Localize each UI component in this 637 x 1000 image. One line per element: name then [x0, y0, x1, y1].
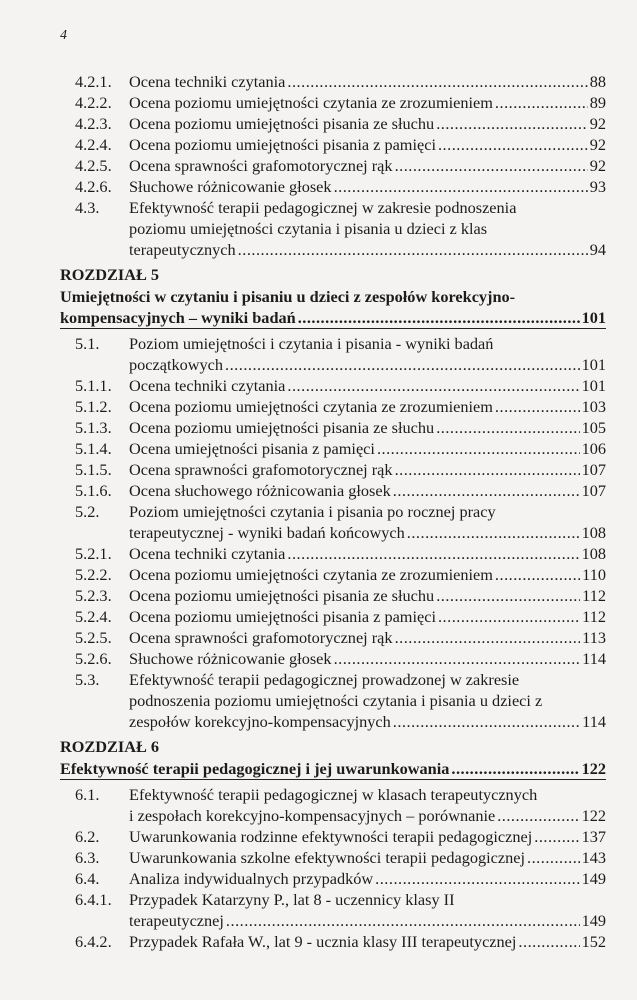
entry-body: [129, 176, 606, 197]
entry-title-text: i zespołach korekcyjno-kompensacyjnych – porównanie: [129, 806, 496, 825]
chapter-title-entry: [60, 286, 606, 329]
entry-number: 5.2.6.: [75, 649, 112, 668]
entry-body: [129, 333, 606, 375]
toc-entry: [60, 375, 606, 396]
entry-number: 5.2.4.: [75, 607, 112, 626]
entry-line: [129, 784, 606, 805]
dot-leader: [226, 910, 580, 931]
dot-leader: [393, 480, 580, 501]
entry-title-text: Ocena poziomu umiejętności pisania ze słuchu: [129, 418, 435, 437]
entry-title-text: Ocena sprawności grafomotorycznej rąk: [129, 628, 393, 647]
entry-title-text: Ocena sprawności grafomotorycznej rąk: [129, 460, 393, 479]
entry-title-text: Ocena poziomu umiejętności czytania ze zrozumieniem: [129, 93, 493, 112]
dot-leader: [497, 805, 579, 826]
toc-entry: [60, 176, 606, 197]
toc-entry: [60, 627, 606, 648]
entry-title-text: podnoszenia poziomu umiejętności czytania i pisania u dzieci z: [129, 691, 543, 710]
entry-title-text: początkowych: [129, 355, 224, 374]
entry-line: [129, 868, 606, 889]
entry-number: 4.2.1.: [75, 72, 112, 91]
entry-title-text: Umiejętności w czytaniu i pisaniu u dzieci z zespołów korekcyjno-: [60, 287, 516, 306]
toc-entry: [60, 438, 606, 459]
page-number: 4: [60, 28, 67, 43]
entry-line: [129, 543, 606, 564]
entry-body: [60, 758, 606, 780]
entry-line: [129, 155, 606, 176]
chapter-title-entry: [60, 758, 606, 780]
entry-body: [129, 71, 606, 92]
entry-line: [129, 711, 606, 732]
entry-line: [129, 134, 606, 155]
entry-title-text: Efektywność terapii pedagogicznej w klasach terapeutycznych: [129, 785, 538, 804]
toc-entry: [60, 113, 606, 134]
entry-number: 5.1.: [75, 334, 100, 353]
toc-entry: [60, 480, 606, 501]
entry-number: 5.2.1.: [75, 544, 112, 563]
dot-leader: [495, 564, 580, 585]
entry-line: [129, 564, 606, 585]
entry-body: [129, 501, 606, 543]
toc-entry: [60, 396, 606, 417]
entry-number: 5.2.3.: [75, 586, 112, 605]
entry-title-text: Przypadek Katarzyny P., lat 8 - uczennicy klasy II: [129, 890, 455, 909]
page-ref: 92: [589, 114, 606, 133]
page-ref: 114: [582, 712, 606, 731]
page-ref: 137: [581, 827, 606, 846]
entry-line: [129, 176, 606, 197]
entry-title-text: terapeutycznej - wyniki badań końcowych: [129, 523, 405, 542]
entry-line: [129, 92, 606, 113]
toc-entry: [60, 543, 606, 564]
page-ref: 101: [581, 308, 606, 327]
entry-title-text: Analiza indywidualnych przypadków: [129, 869, 374, 888]
entry-title-text: Poziom umiejętności czytania i pisania po rocznej pracy: [129, 502, 496, 521]
entry-line: [129, 239, 606, 260]
dot-leader: [534, 826, 579, 847]
entry-number: 5.1.4.: [75, 439, 112, 458]
entry-line: [60, 307, 606, 329]
entry-line: [129, 648, 606, 669]
dot-leader: [395, 627, 581, 648]
entry-title-text: Ocena poziomu umiejętności pisania z pamięci: [129, 135, 436, 154]
entry-number: 5.1.5.: [75, 460, 112, 479]
entry-body: [60, 286, 606, 329]
entry-body: [129, 134, 606, 155]
toc-entry: [60, 931, 606, 952]
entry-number: 6.1.: [75, 785, 100, 804]
toc-entry: [60, 134, 606, 155]
entry-title-text: Ocena poziomu umiejętności pisania z pamięci: [129, 607, 436, 626]
page-ref: 108: [581, 544, 606, 563]
entry-title-text: Efektywność terapii pedagogicznej w zakresie podnoszenia: [129, 198, 517, 217]
dot-leader: [287, 375, 579, 396]
entry-title-text: Przypadek Rafała W., lat 9 - ucznia klasy III terapeutycznej: [129, 932, 517, 951]
entry-title-text: Ocena poziomu umiejętności pisania ze słuchu: [129, 114, 435, 133]
entry-body: [129, 375, 606, 396]
entry-line: [129, 333, 606, 354]
dot-leader: [436, 417, 579, 438]
entry-line: [129, 606, 606, 627]
entry-number: 6.3.: [75, 848, 100, 867]
entry-number: 5.1.6.: [75, 481, 112, 500]
chapter-heading: ROZDZIAŁ 6: [60, 737, 160, 756]
entry-body: [129, 627, 606, 648]
entry-number: 4.3.: [75, 198, 100, 217]
page-ref: 149: [581, 869, 606, 888]
chapter-heading: ROZDZIAŁ 5: [60, 265, 160, 284]
dot-leader: [298, 307, 580, 328]
entry-line: [60, 286, 606, 307]
entry-body: [129, 543, 606, 564]
entry-number: 5.1.2.: [75, 397, 112, 416]
entry-number: 6.2.: [75, 827, 100, 846]
entry-line: [129, 396, 606, 417]
dot-leader: [436, 113, 588, 134]
entry-title-text: terapeutycznej: [129, 911, 224, 930]
entry-number: 6.4.: [75, 869, 100, 888]
page-ref: 94: [589, 240, 606, 259]
table-of-contents: [60, 71, 606, 952]
entry-line: [129, 71, 606, 92]
entry-title-text: Poziom umiejętności i czytania i pisania - wyniki badań: [129, 334, 494, 353]
entry-line: [129, 480, 606, 501]
entry-title-text: zespołów korekcyjno-kompensacyjnych: [129, 712, 391, 731]
entry-title-text: Ocena techniki czytania: [129, 72, 286, 91]
entry-body: [129, 868, 606, 889]
page-ref: 89: [589, 93, 606, 112]
entry-line: [129, 931, 606, 952]
entry-title-text: Ocena słuchowego różnicowania głosek: [129, 481, 391, 500]
toc-entry: [60, 868, 606, 889]
entry-line: [129, 218, 606, 239]
toc-entry: [60, 333, 606, 375]
page-ref: 106: [581, 439, 606, 458]
entry-title-text: Słuchowe różnicowanie głosek: [129, 177, 332, 196]
entry-line: [129, 690, 606, 711]
entry-body: [129, 826, 606, 847]
dot-leader: [495, 396, 580, 417]
page-ref: 114: [582, 649, 606, 668]
dot-leader: [238, 239, 588, 260]
toc-entry: [60, 71, 606, 92]
entry-title-text: kompensacyjnych – wyniki badań: [60, 308, 296, 327]
entry-line: [60, 758, 606, 780]
dot-leader: [375, 868, 579, 889]
entry-body: [129, 480, 606, 501]
page-ref: 113: [582, 628, 606, 647]
page-ref: 143: [581, 848, 606, 867]
entry-title-text: Ocena poziomu umiejętności czytania ze zrozumieniem: [129, 565, 493, 584]
toc-entry: [60, 155, 606, 176]
page-ref: 92: [589, 156, 606, 175]
entry-number: 5.1.3.: [75, 418, 112, 437]
page-ref: 110: [582, 565, 606, 584]
entry-number: 4.2.6.: [75, 177, 112, 196]
entry-number: 6.4.1.: [75, 890, 112, 909]
toc-entry: [60, 585, 606, 606]
entry-line: [129, 197, 606, 218]
toc-entry: [60, 564, 606, 585]
entry-line: [129, 805, 606, 826]
entry-title-text: Uwarunkowania szkolne efektywności terapii pedagogicznej: [129, 848, 526, 867]
toc-entry: [60, 197, 606, 260]
page-ref: 88: [589, 72, 606, 91]
dot-leader: [395, 155, 588, 176]
page-ref: 107: [581, 481, 606, 500]
toc-entry: [60, 417, 606, 438]
dot-leader: [334, 648, 581, 669]
entry-title-text: Ocena techniki czytania: [129, 544, 286, 563]
entry-body: [129, 648, 606, 669]
toc-entry: [60, 826, 606, 847]
entry-line: [129, 501, 606, 522]
dot-leader: [518, 931, 579, 952]
page-ref: 107: [581, 460, 606, 479]
entry-body: [129, 585, 606, 606]
entry-number: 6.4.2.: [75, 932, 112, 951]
page-ref: 122: [581, 759, 606, 778]
dot-leader: [495, 92, 588, 113]
entry-number: 5.2.5.: [75, 628, 112, 647]
entry-line: [129, 826, 606, 847]
entry-title-text: Efektywność terapii pedagogicznej i jej uwarunkowania: [60, 759, 450, 778]
toc-entry: [60, 648, 606, 669]
entry-body: [129, 438, 606, 459]
entry-number: 5.2.2.: [75, 565, 112, 584]
entry-body: [129, 669, 606, 732]
toc-entry: [60, 606, 606, 627]
dot-leader: [377, 438, 580, 459]
entry-body: [129, 889, 606, 931]
entry-body: [129, 92, 606, 113]
dot-leader: [407, 522, 580, 543]
dot-leader: [438, 606, 580, 627]
dot-leader: [438, 134, 588, 155]
entry-line: [129, 847, 606, 868]
dot-leader: [287, 71, 587, 92]
entry-title-text: Ocena poziomu umiejętności czytania ze zrozumieniem: [129, 397, 493, 416]
entry-title-text: Ocena sprawności grafomotorycznej rąk: [129, 156, 393, 175]
entry-line: [129, 459, 606, 480]
toc-entry: [60, 669, 606, 732]
toc-entry: [60, 501, 606, 543]
page-ref: 112: [582, 607, 606, 626]
dot-leader: [393, 711, 580, 732]
entry-body: [129, 197, 606, 260]
page-ref: 93: [589, 177, 606, 196]
toc-entry: [60, 459, 606, 480]
entry-title-text: Efektywność terapii pedagogicznej prowadzonej w zakresie: [129, 670, 520, 689]
page-ref: 108: [581, 523, 606, 542]
entry-number: 4.2.3.: [75, 114, 112, 133]
entry-title-text: Uwarunkowania rodzinne efektywności terapii pedagogicznej: [129, 827, 533, 846]
entry-line: [129, 910, 606, 931]
dot-leader: [527, 847, 580, 868]
entry-body: [129, 417, 606, 438]
entry-body: [129, 606, 606, 627]
entry-body: [129, 155, 606, 176]
entry-number: 5.3.: [75, 670, 100, 689]
entry-title-text: Ocena poziomu umiejętności pisania ze słuchu: [129, 586, 435, 605]
dot-leader: [436, 585, 580, 606]
entry-line: [129, 889, 606, 910]
page-ref: 105: [581, 418, 606, 437]
entry-line: [129, 585, 606, 606]
entry-number: 4.2.5.: [75, 156, 112, 175]
entry-line: [129, 375, 606, 396]
dot-leader: [395, 459, 580, 480]
entry-line: [129, 522, 606, 543]
entry-title-text: Słuchowe różnicowanie głosek: [129, 649, 332, 668]
page-ref: 101: [581, 376, 606, 395]
entry-body: [129, 564, 606, 585]
entry-line: [129, 627, 606, 648]
page-ref: 103: [581, 397, 606, 416]
entry-body: [129, 113, 606, 134]
page-ref: 101: [581, 355, 606, 374]
entry-number: 5.1.1.: [75, 376, 112, 395]
toc-entry: [60, 92, 606, 113]
toc-entry: [60, 784, 606, 826]
entry-body: [129, 931, 606, 952]
toc-entry: [60, 847, 606, 868]
page-ref: 149: [581, 911, 606, 930]
entry-number: 5.2.: [75, 502, 100, 521]
dot-leader: [225, 354, 580, 375]
entry-body: [129, 784, 606, 826]
page-ref: 152: [581, 932, 606, 951]
entry-title-text: poziomu umiejętności czytania i pisania u dzieci z klas: [129, 219, 488, 238]
entry-number: 4.2.2.: [75, 93, 112, 112]
entry-line: [129, 417, 606, 438]
dot-leader: [451, 758, 579, 779]
page-ref: 122: [581, 806, 606, 825]
dot-leader: [287, 543, 579, 564]
entry-line: [129, 669, 606, 690]
toc-entry: [60, 889, 606, 931]
entry-body: [129, 396, 606, 417]
entry-title-text: terapeutycznych: [129, 240, 236, 259]
entry-line: [129, 438, 606, 459]
entry-title-text: Ocena techniki czytania: [129, 376, 286, 395]
page-ref: 112: [582, 586, 606, 605]
dot-leader: [334, 176, 588, 197]
entry-body: [129, 459, 606, 480]
entry-number: 4.2.4.: [75, 135, 112, 154]
entry-line: [129, 354, 606, 375]
page-ref: 92: [589, 135, 606, 154]
entry-line: [129, 113, 606, 134]
entry-title-text: Ocena umiejętności pisania z pamięci: [129, 439, 375, 458]
entry-body: [129, 847, 606, 868]
